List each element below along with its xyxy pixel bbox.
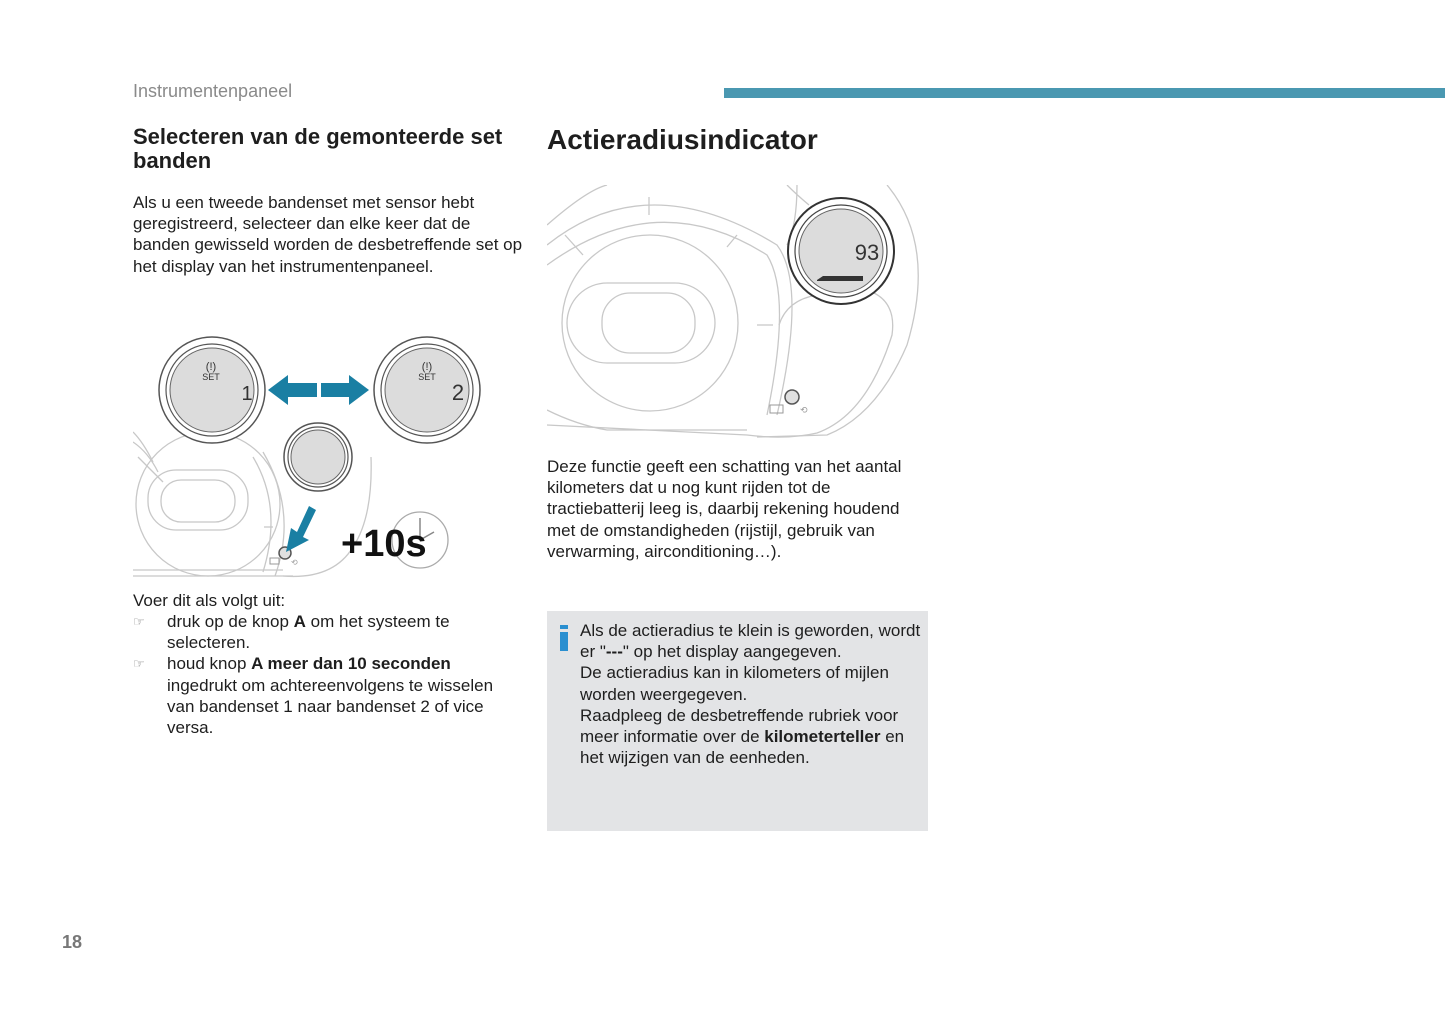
svg-text:(!): (!)	[421, 361, 433, 373]
steps-list	[133, 611, 523, 738]
svg-text:(!): (!)	[205, 361, 217, 373]
info-note-box	[547, 611, 928, 831]
tyre-set-display-2	[374, 337, 480, 443]
tyre-set-display-1	[159, 337, 265, 443]
step-item: ☞ houd knop A meer dan 10 seconden ingedrukt om achtereenvolgens te wisselen van bandenset 1 naar bandenset 2 of vice versa.	[133, 654, 494, 738]
range-description: Deze functie geeft een schatting van het aantal kilometers dat u nog kunt rijden tot de tractiebatterij leeg is, daarbij rekening houdend met de omstandigheden (rijstijl, gebruik van verwarming, airconditioning…).	[547, 457, 902, 561]
svg-text:SET: SET	[202, 372, 220, 382]
intro-paragraph: Als u een tweede bandenset met sensor hebt geregistreerd, selecteer dan elke keer dat de banden gewisseld worden de desbetreffende set op het display van het instrumentenpaneel.	[133, 193, 523, 276]
pointing-hand-icon: ☞	[133, 614, 145, 629]
section-title: Instrumentenpaneel	[133, 81, 293, 101]
hold-time-label: +10s	[341, 523, 427, 565]
header-accent-bar	[724, 88, 1445, 98]
range-value: 93	[854, 240, 880, 265]
swap-arrow-icon	[268, 375, 369, 405]
svg-text:SET: SET	[418, 372, 436, 382]
button-a	[785, 390, 799, 404]
center-display-knob	[284, 423, 352, 491]
svg-text:⟲: ⟲	[800, 405, 808, 415]
info-icon	[560, 625, 568, 651]
range-bar-icon	[817, 276, 863, 281]
heading-range-indicator: Actieradiusindicator	[547, 124, 818, 155]
svg-text:1: 1	[241, 383, 253, 405]
page-number: 18	[62, 932, 83, 952]
heading-tyre-set-selection: Selecteren van de gemonteerde set banden	[133, 124, 503, 173]
info-note-text: Als de actieradius te klein is geworden, wordt er "---" op het display aangegeven. De actieradius kan in kilometers of mijlen worden weergegeven. Raadpleeg de desbetreffende rubriek voor meer informatie over de kilometerteller en het wijzigen van de eenheden.	[580, 621, 921, 768]
svg-text:2: 2	[451, 380, 465, 405]
range-display	[788, 198, 894, 304]
step-item: ☞ druk op de knop A om het systeem te selecteren.	[133, 612, 450, 653]
pointing-hand-icon: ☞	[133, 656, 145, 672]
svg-text:⟲: ⟲	[291, 558, 298, 567]
range-indicator-illustration	[547, 185, 927, 445]
steps-intro: Voer dit als volgt uit:	[133, 591, 286, 610]
press-arrow-icon	[286, 506, 316, 552]
tyre-set-illustration	[133, 332, 493, 582]
